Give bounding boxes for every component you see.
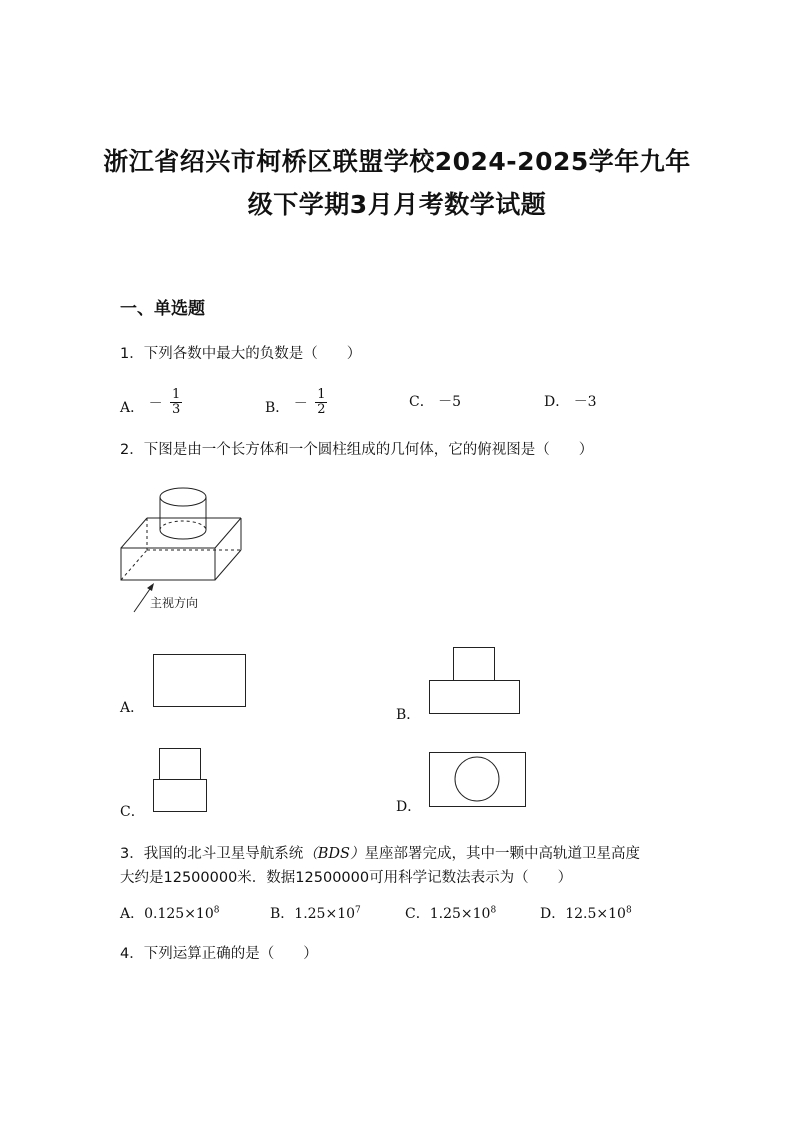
fraction-denominator: 3 — [172, 402, 181, 417]
sci-coefficient: 1.25×10 — [429, 906, 491, 922]
option-label: A． — [120, 400, 145, 416]
sci-coefficient: 1.25×10 — [294, 906, 356, 922]
minus-sign: － — [148, 395, 163, 412]
question-3-option-d[interactable] — [540, 903, 632, 923]
option-value: －5 — [438, 394, 462, 410]
option-label: D． — [540, 906, 566, 922]
bds-term: （BDS） — [303, 846, 365, 862]
question-2-option-c-label[interactable]: C． — [120, 804, 145, 820]
question-2-option-a-label[interactable]: A． — [120, 700, 145, 716]
page-title-line2: 级下学期3月月考数学试题 — [247, 190, 547, 219]
fraction-numerator: 1 — [172, 387, 181, 402]
question-3-option-c[interactable] — [405, 903, 496, 923]
minus-sign: － — [293, 395, 308, 412]
circle-shape — [455, 757, 499, 801]
question-3-line2: 大约是12500000米．数据12500000可用科学记数法表示为（ ） — [120, 870, 573, 886]
sci-exponent: 8 — [490, 905, 497, 916]
question-2-option-b-label[interactable]: B． — [396, 707, 421, 723]
fraction-denominator: 2 — [317, 402, 326, 417]
option-value: －3 — [573, 394, 597, 410]
sci-exponent: 8 — [213, 905, 220, 916]
option-label: B． — [270, 906, 295, 922]
question-3-option-b[interactable] — [270, 903, 361, 923]
question-3-option-a[interactable] — [120, 903, 219, 923]
sci-coefficient: 0.125×10 — [144, 906, 214, 922]
page-title-line1: 浙江省绍兴市柯桥区联盟学校2024-2025学年九年 — [103, 147, 691, 176]
q3-text: 星座部署完成，其中一颗中高轨道卫星高度 — [364, 846, 640, 862]
sci-exponent: 7 — [355, 905, 361, 916]
q3-text: 3．我国的北斗卫星导航系统 — [120, 846, 304, 862]
question-1-stem: 1．下列各数中最大的负数是（ ） — [120, 346, 362, 362]
option-label: D． — [544, 394, 570, 410]
section-heading: 一、单选题 — [120, 299, 205, 319]
question-2-option-d-label[interactable]: D． — [396, 799, 422, 815]
sci-coefficient: 12.5×10 — [565, 906, 626, 922]
question-3-line1 — [120, 842, 640, 863]
option-label: C． — [405, 906, 430, 922]
fraction-numerator: 1 — [317, 387, 326, 402]
option-label: C． — [409, 394, 434, 410]
option-label: A． — [120, 906, 145, 922]
option-label: B． — [265, 400, 290, 416]
question-4-stem: 4．下列运算正确的是（ ） — [120, 946, 318, 962]
sci-exponent: 8 — [625, 905, 632, 916]
direction-label: 主视方向 — [150, 596, 199, 610]
question-2-stem: 2．下图是由一个长方体和一个圆柱组成的几何体，它的俯视图是（ ） — [120, 442, 594, 458]
